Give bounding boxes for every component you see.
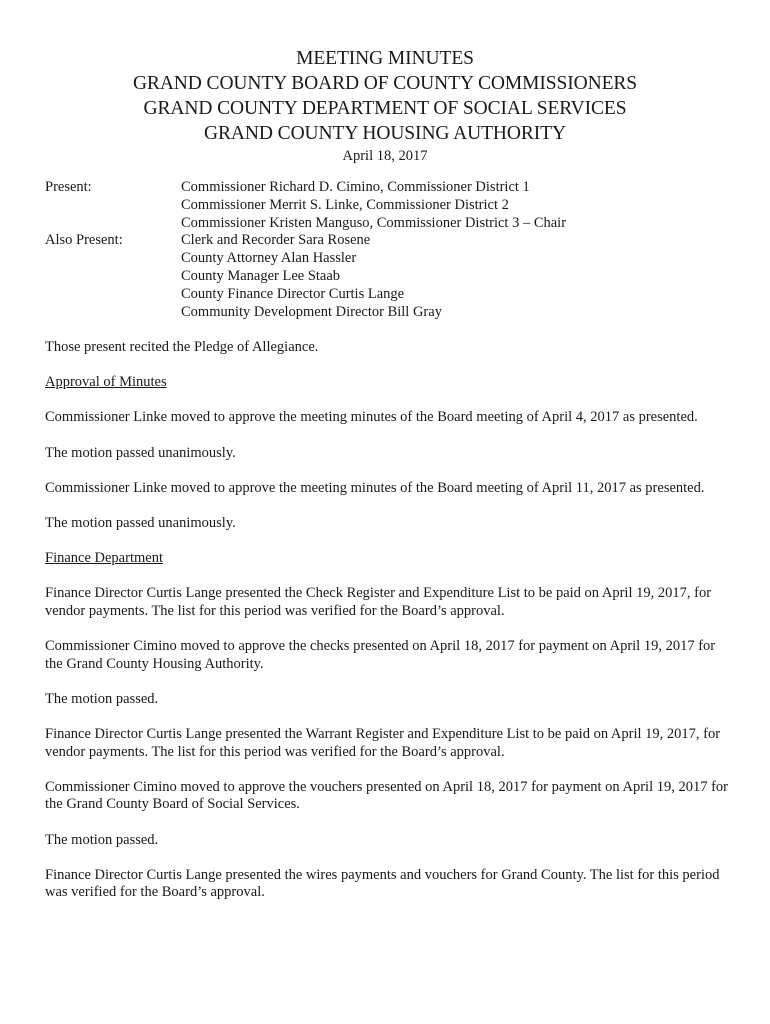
finance-paragraph-5: Finance Director Curtis Lange presented the wires payments and vouchers for Grand County. The list for this period was verified for the Board’s approval. — [45, 866, 720, 901]
header-title: MEETING MINUTES — [296, 48, 474, 69]
motion-result-2: The motion passed unanimously. — [45, 514, 236, 531]
header-board-name: GRAND COUNTY BOARD OF COUNTY COMMISSIONERS — [132, 73, 638, 94]
document-header — [0, 46, 770, 166]
header-department-name: GRAND COUNTY DEPARTMENT OF SOCIAL SERVICES — [143, 98, 627, 119]
attendee: County Attorney Alan Hassler — [181, 250, 357, 267]
minutes-body — [45, 339, 735, 920]
finance-paragraph-1: Finance Director Curtis Lange presented the Check Register and Expenditure List to be paid on April 19, 2017, for vendor payments. The list for this period was verified for the Board’s approval. — [45, 585, 712, 619]
attendee: County Finance Director Curtis Lange — [181, 285, 405, 302]
finance-paragraph-3: Finance Director Curtis Lange presented the Warrant Register and Expenditure List to be paid on April 19, 2017, for vendor payments. The list for this period was verified for the Board’s approval. — [45, 726, 721, 760]
pledge-paragraph: Those present recited the Pledge of Allegiance. — [45, 339, 319, 355]
attendee: Commissioner Kristen Manguso, Commissioner District 3 – Chair — [181, 214, 567, 231]
attendee: Commissioner Richard D. Cimino, Commissioner District 1 — [181, 179, 530, 195]
finance-paragraph-4: Commissioner Cimino moved to approve the vouchers presented on April 18, 2017 for payment on April 19, 2017 for the Grand County Board of Social Services. — [45, 778, 729, 813]
also-present-label: Also Present: — [45, 232, 123, 249]
attendee: Commissioner Merrit S. Linke, Commissioner District 2 — [181, 196, 509, 213]
present-list — [181, 179, 566, 232]
approval-paragraph-2: Commissioner Linke moved to approve the meeting minutes of the Board meeting of April 11, 2017 as presented. — [45, 479, 705, 496]
also-present-row — [45, 232, 735, 321]
motion-result-4: The motion passed. — [45, 831, 159, 848]
approval-paragraph-1: Commissioner Linke moved to approve the meeting minutes of the Board meeting of April 4, 2017 as presented. — [45, 409, 698, 426]
present-label: Present: — [45, 179, 92, 195]
attendee: Clerk and Recorder Sara Rosene — [181, 232, 371, 249]
header-authority-name: GRAND COUNTY HOUSING AUTHORITY — [204, 123, 566, 144]
present-row — [45, 179, 735, 232]
approval-of-minutes-heading: Approval of Minutes — [45, 374, 167, 391]
attendance-section — [45, 179, 735, 321]
finance-paragraph-2: Commissioner Cimino moved to approve the checks presented on April 18, 2017 for payment on April 19, 2017 for the Grand County Housing Authority. — [45, 638, 716, 672]
motion-result-3: The motion passed. — [45, 690, 159, 707]
motion-result-1: The motion passed unanimously. — [45, 444, 236, 461]
meeting-date: April 18, 2017 — [342, 148, 428, 164]
attendee: Community Development Director Bill Gray — [181, 303, 442, 320]
finance-department-heading: Finance Department — [45, 550, 163, 567]
attendee: County Manager Lee Staab — [181, 267, 341, 284]
also-present-list — [181, 232, 442, 321]
